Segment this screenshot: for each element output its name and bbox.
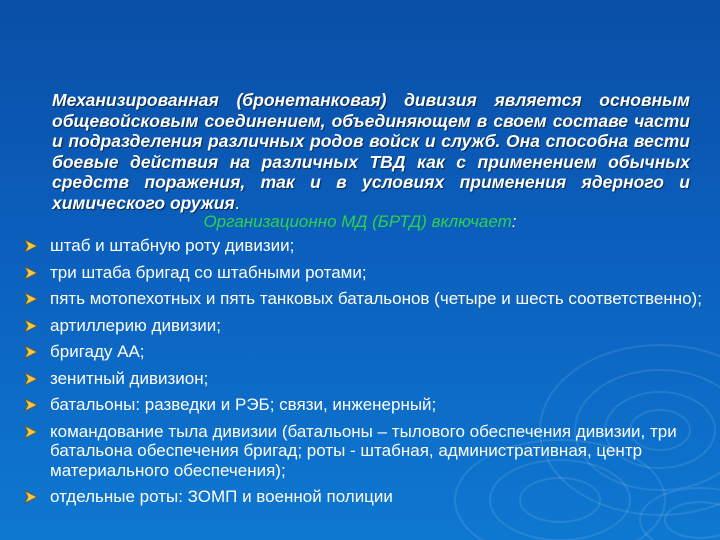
arrow-bullet-icon — [24, 266, 38, 280]
arrow-bullet-icon — [24, 239, 38, 253]
list-item-text: отдельные роты: ЗОМП и военной полиции — [50, 487, 393, 506]
list-item-text: артиллерию дивизии; — [50, 315, 221, 335]
arrow-bullet-icon — [24, 319, 38, 333]
arrow-bullet-icon — [24, 425, 38, 439]
subheading-colon: : — [511, 212, 517, 231]
list-item — [22, 316, 702, 336]
list-item-text: пять мотопехотных и пять танковых батальонов (четыре и шесть соответственно); — [50, 289, 702, 308]
list-item-text: бригаду АА; — [50, 342, 145, 361]
list-item-text: батальоны: разведки и РЭБ; связи, инженерный; — [50, 395, 437, 414]
list-item-text: командование тыла дивизии (батальоны – тылового обеспечения дивизии, три батальона обеспечения бригад; роты - штабная, административная, центр материального обеспечения); — [50, 421, 677, 480]
list-item — [22, 369, 702, 389]
list-item — [22, 289, 702, 309]
intro-paragraph — [52, 90, 690, 213]
intro-text: Механизированная (бронетанковая) дивизия является основным общевойсковым соединением, объединяющем в своем составе части и подразделения различных родов войск и служб. Она способна вести боевые действия на различных ТВД как с применением обычных средств поражения, так и в условиях применения ядерного и химического оружия — [52, 90, 690, 213]
list-item — [22, 395, 702, 415]
arrow-bullet-icon — [24, 345, 38, 359]
intro-period: . — [234, 192, 240, 213]
list-item — [22, 487, 702, 507]
list-item — [22, 263, 702, 283]
arrow-bullet-icon — [24, 490, 38, 504]
arrow-bullet-icon — [24, 398, 38, 412]
list-item-text: штаб и штабную роту дивизии; — [50, 236, 295, 255]
subheading — [0, 212, 720, 232]
list-item-text: зенитный дивизион; — [50, 368, 209, 388]
arrow-bullet-icon — [24, 372, 38, 386]
subheading-text: Организационно МД (БРТД) включает — [203, 212, 512, 231]
arrow-bullet-icon — [24, 292, 38, 306]
list-item — [22, 422, 702, 481]
list-item — [22, 342, 702, 362]
composition-list — [22, 236, 702, 514]
list-item-text: три штаба бригад со штабными ротами; — [50, 262, 367, 282]
list-item — [22, 236, 702, 256]
